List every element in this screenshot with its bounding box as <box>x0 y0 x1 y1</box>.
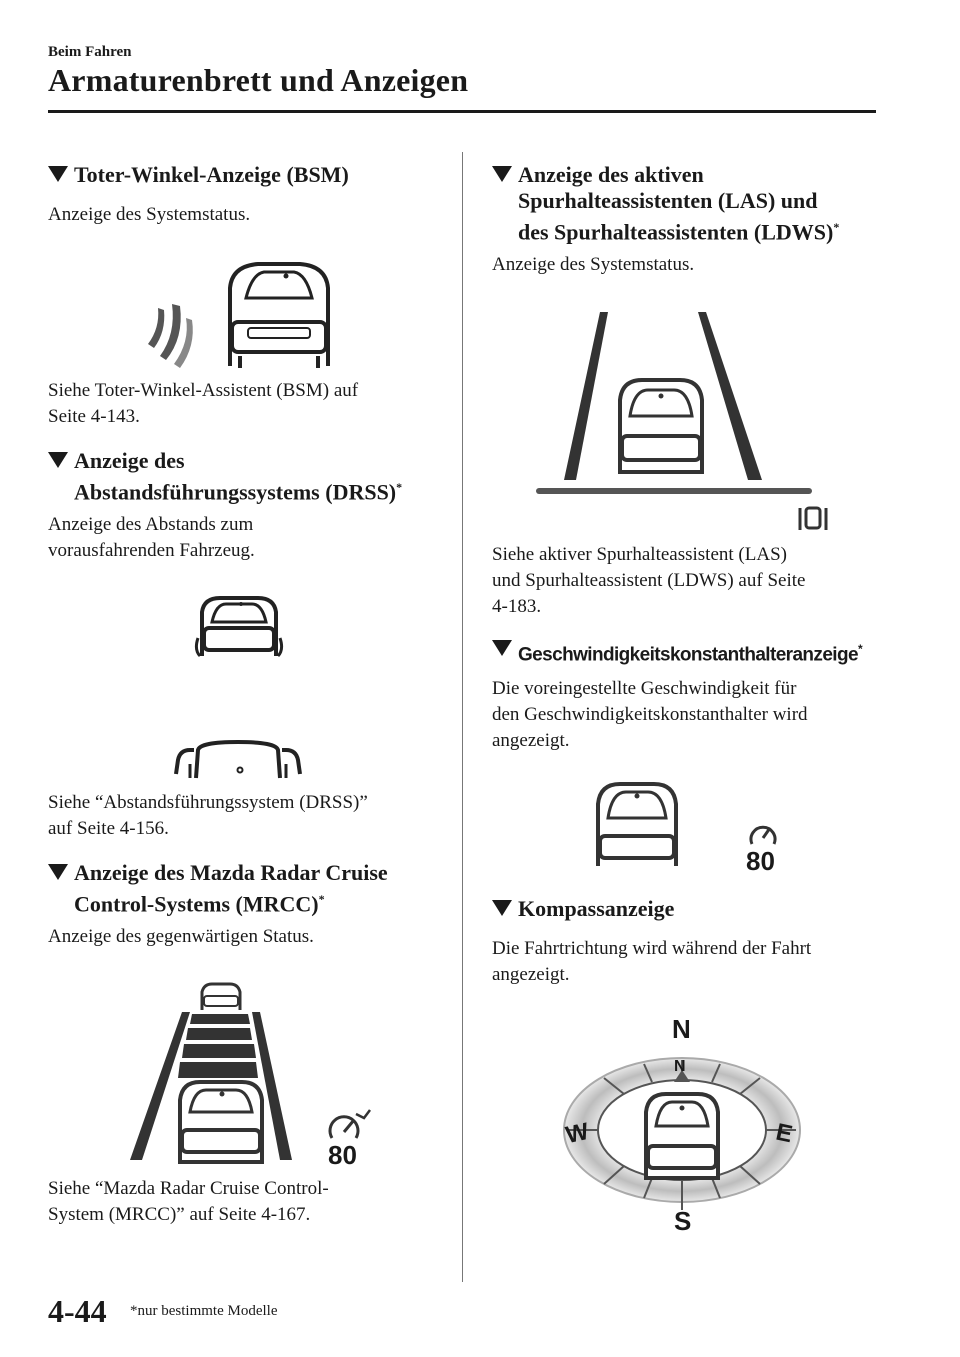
model-asterisk: * <box>396 480 403 494</box>
page-title: Armaturenbrett und Anzeigen <box>48 62 469 98</box>
column-divider <box>462 152 463 1282</box>
mrcc-heading-line2: Control-Systems (MRCC) <box>74 891 319 917</box>
compass-east-label: E <box>773 1118 795 1149</box>
cruise-gauge-icon <box>751 827 775 844</box>
bsm-reference-line2: Seite 4-143. <box>48 406 140 427</box>
drss-desc-line2: vorausfahrenden Fahrzeug. <box>48 540 255 561</box>
chapter-label: Beim Fahren <box>48 44 132 60</box>
las-heading-line3: des Spurhalteassistenten (LDWS) <box>518 219 834 245</box>
car-rear-icon <box>230 264 328 368</box>
distance-bars <box>178 1014 258 1078</box>
cruise-speed-readout: 80 <box>746 846 775 876</box>
triangle-bullet-icon <box>492 166 512 182</box>
las-heading-line2: Spurhalteassistenten (LAS) und <box>518 188 818 213</box>
cruise-heading: Geschwindigkeitskonstanthalteranzeige* <box>492 636 902 668</box>
triangle-bullet-icon <box>492 900 512 916</box>
radar-cruise-gauge-icon <box>330 1110 370 1138</box>
model-asterisk: * <box>833 220 840 234</box>
lane-keep-icon <box>800 508 826 530</box>
las-indicator-illustration <box>530 308 840 532</box>
drss-reference-line1: Siehe “Abstandsführungssystem (DRSS)” <box>48 792 368 813</box>
mrcc-desc: Anzeige des gegenwärtigen Status. <box>48 926 314 947</box>
drss-heading-line1: Anzeige des <box>74 448 185 473</box>
drss-indicator-illustration <box>168 594 308 784</box>
bsm-desc: Anzeige des Systemstatus. <box>48 204 251 225</box>
bsm-heading: Toter-Winkel-Anzeige (BSM) <box>48 162 448 188</box>
car-rear-icon <box>196 598 281 656</box>
compass-heading: Kompassanzeige <box>492 896 892 922</box>
drss-heading-line2: Abstandsführungssystems (DRSS) <box>74 479 397 505</box>
compass-ring-north-label: N <box>674 1058 686 1075</box>
drss-reference-line2: auf Seite 4-156. <box>48 818 169 839</box>
model-asterisk: * <box>318 892 325 906</box>
bsm-reference-line1: Siehe Toter-Winkel-Assistent (BSM) auf <box>48 380 359 401</box>
mrcc-speed-readout: 80 <box>328 1140 357 1170</box>
las-desc: Anzeige des Systemstatus. <box>492 254 695 275</box>
model-asterisk: * <box>857 642 863 656</box>
drss-heading <box>48 448 458 505</box>
las-heading <box>492 162 892 245</box>
mrcc-reference-line2: System (MRCC)” auf Seite 4-167. <box>48 1204 311 1225</box>
drss-desc-line1: Anzeige des Abstands zum <box>48 514 254 535</box>
mrcc-heading-line1: Anzeige des Mazda Radar Cruise <box>74 860 388 885</box>
mrcc-heading <box>48 860 458 917</box>
mrcc-reference-line1: Siehe “Mazda Radar Cruise Control- <box>48 1178 329 1199</box>
triangle-bullet-icon <box>492 640 512 656</box>
compass-desc-line1: Die Fahrtrichtung wird während der Fahrt <box>492 938 812 959</box>
las-heading-line1: Anzeige des aktiven <box>518 162 704 187</box>
lane-line-right <box>698 312 762 480</box>
bsm-indicator-illustration <box>140 258 350 374</box>
lane-line-left <box>564 312 608 480</box>
lead-car-icon <box>202 984 240 1010</box>
horizon-line <box>536 488 812 494</box>
footnote: *nur bestimmte Modelle <box>130 1303 278 1319</box>
cruise-desc-line2: den Geschwindigkeitskonstanthalter wird <box>492 704 808 725</box>
compass-desc-line2: angezeigt. <box>492 964 570 985</box>
triangle-bullet-icon <box>48 452 68 468</box>
header-rule <box>48 110 876 113</box>
las-reference-line1: Siehe aktiver Spurhalteassistent (LAS) <box>492 544 787 565</box>
bsm-wave-icon <box>148 304 193 368</box>
compass-west-label: W <box>563 1117 592 1150</box>
las-reference-line3: 4-183. <box>492 596 542 617</box>
cruise-desc-line1: Die voreingestellte Geschwindigkeit für <box>492 678 797 699</box>
las-reference-line2: und Spurhalteassistent (LDWS) auf Seite <box>492 570 806 591</box>
triangle-bullet-icon <box>48 166 68 182</box>
page-number: 4-44 <box>48 1293 107 1329</box>
compass-north-label: N <box>672 1014 691 1044</box>
cruise-desc-line3: angezeigt. <box>492 730 570 751</box>
compass-south-label: S <box>674 1206 692 1236</box>
triangle-bullet-icon <box>48 864 68 880</box>
